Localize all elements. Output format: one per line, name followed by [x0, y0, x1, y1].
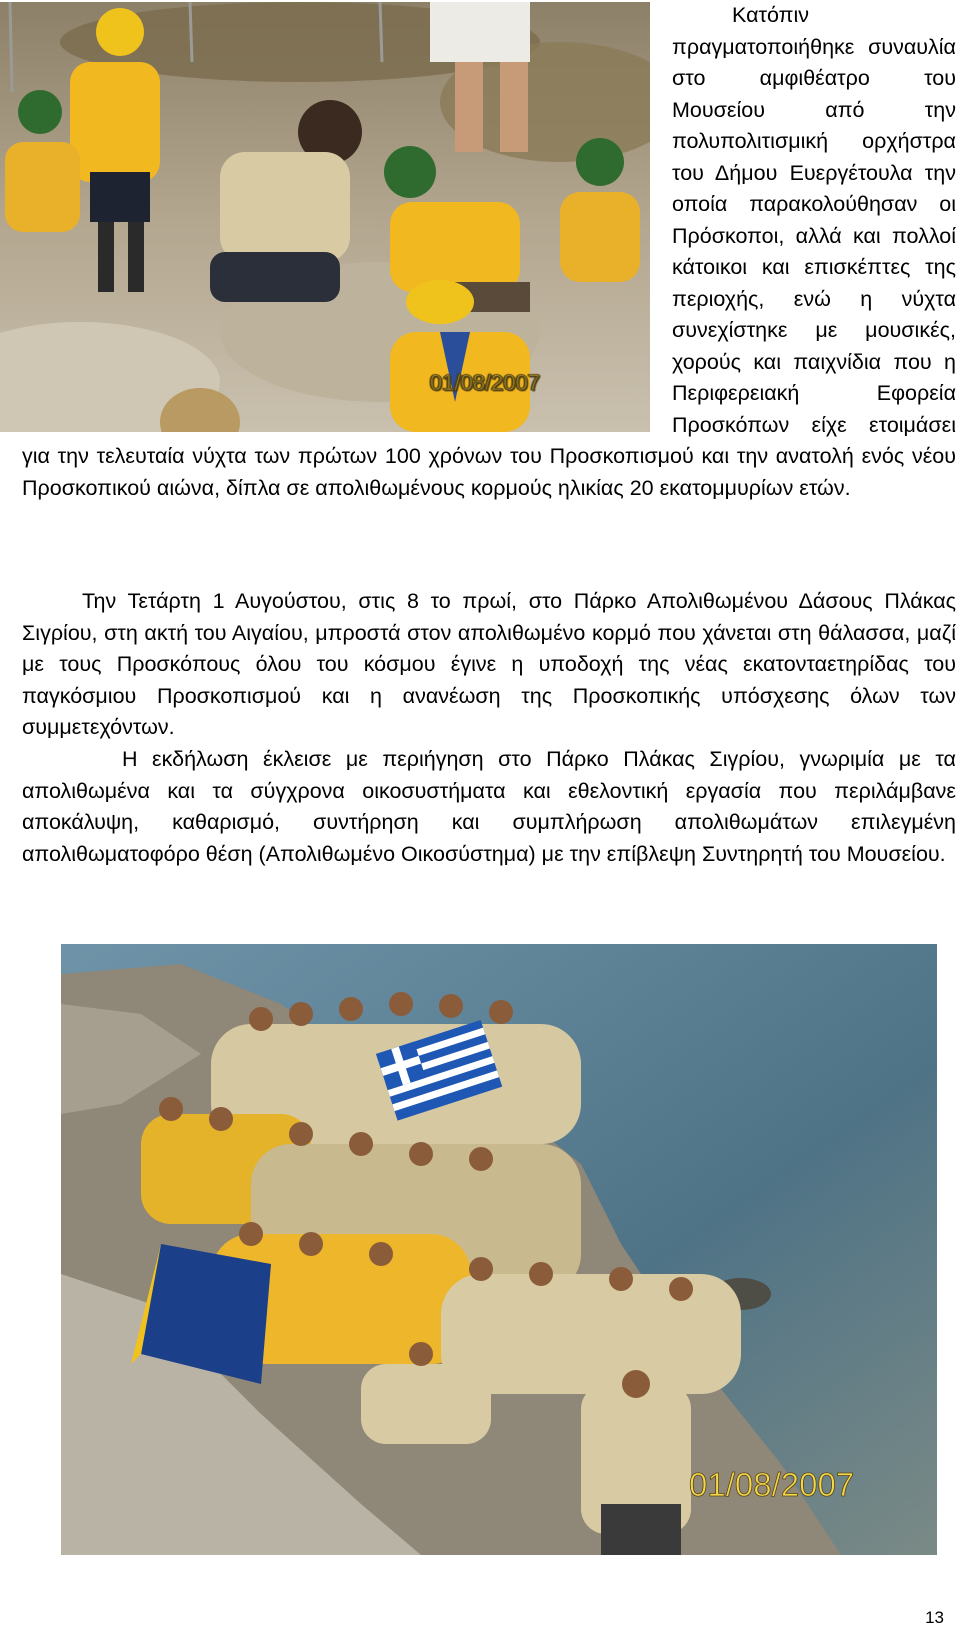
photo1-date-stamp: 01/08/2007 [430, 370, 541, 395]
photo2-date-stamp: 01/08/2007 [689, 1466, 855, 1503]
paragraph-closing [22, 744, 956, 870]
paragraph-concert-text: Κατόπιν πραγματοποιήθηκε συναυλία στο αμφιθέατρο του Μουσείου από την πολυπολιτισμική ορχήστρα του Δήμου Ευεργέτουλα την οποία παρακολούθησαν οι Πρόσκοποι, αλλά και πολλοί κάτοικοι και επισκέπτες της περιοχής, ενώ η νύχτα συνεχίστηκε με μουσικές, χορούς και παιχνίδια που η Περιφερειακή Εφορεία Προσκόπων είχε ετοιμάσει για την τελευταία νύχτα των πρώτων 100 χρόνων του Προσκοπισμού και την ανατολή ενός νέου Προσκοπικού αιώνα, δίπλα σε απολιθωμένους κορμούς ηλικίας 20 εκατομμυρίων ετών. [22, 3, 956, 500]
paragraph-concert [22, 0, 956, 504]
group-photo-shore [61, 944, 937, 1555]
page-number: 13 [925, 1608, 944, 1627]
paragraph-centenary-text: Την Τετάρτη 1 Αυγούστου, στις 8 το πρωί, στο Πάρκο Απολιθωμένου Δάσους Πλάκας Σιγρίου, στη ακτή του Αιγαίου, μπροστά στον απολιθωμένο κορμό που χάνεται στη θάλασσα, μαζί με τους Προσκόπους όλου του κόσμου έγινε η υποδοχή της νέας εκατονταετηρίδας του παγκόσμιου Προσκοπισμού και η ανανέωση της Προσκοπικής υπόσχεσης όλων των συμμετεχόντων. [22, 589, 956, 739]
paragraph-centenary [22, 586, 956, 744]
paragraph-closing-text: Η εκδήλωση έκλεισε με περιήγηση στο Πάρκο Πλάκας Σιγρίου, γνωριμία με τα απολιθωμένα και τα σύγχρονα οικοσυστήματα και εθελοντική εργασία που περιλάμβανε αποκάλυψη, καθαρισμό, συντήρηση και συμπλήρωση απολιθωμάτων επιλεγμένη απολιθωματοφόρο θέση (Απολιθωμένο Οικοσύστημα) με την επίβλεψη Συντηρητή του Μουσείου. [22, 747, 956, 866]
scouts-digging-photo [0, 2, 650, 432]
